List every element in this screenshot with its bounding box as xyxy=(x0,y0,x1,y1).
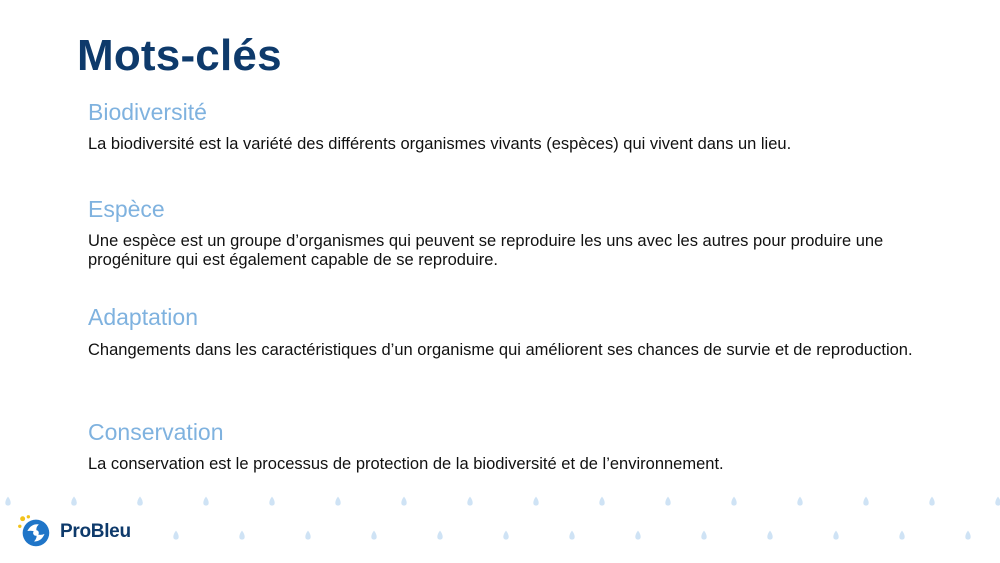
droplet-icon xyxy=(335,497,340,506)
droplet-pattern-decoration xyxy=(0,488,1000,558)
droplet-icon xyxy=(203,497,208,506)
droplet-icon xyxy=(701,531,706,540)
droplet-icon xyxy=(731,497,736,506)
droplet-icon xyxy=(533,497,538,506)
droplet-icon xyxy=(665,497,670,506)
droplet-icon xyxy=(401,497,406,506)
droplet-icon xyxy=(137,497,142,506)
term-conservation-heading: Conservation xyxy=(88,419,224,445)
droplet-icon xyxy=(371,531,376,540)
droplet-icon xyxy=(71,497,76,506)
term-espece-heading: Espèce xyxy=(88,196,165,222)
droplet-icon xyxy=(599,497,604,506)
droplet-icon xyxy=(305,531,310,540)
droplet-icon xyxy=(239,531,244,540)
term-conservation-definition: La conservation est le processus de protection de la biodiversité et de l’environnement. xyxy=(88,455,724,473)
term-adaptation-heading: Adaptation xyxy=(88,304,198,330)
droplet-icon xyxy=(863,497,868,506)
slide-title: Mots-clés xyxy=(77,31,282,80)
probleu-logo-icon xyxy=(16,513,54,551)
droplet-icon xyxy=(899,531,904,540)
droplet-icon xyxy=(173,531,178,540)
droplet-icon xyxy=(797,497,802,506)
droplet-icon xyxy=(5,497,10,506)
droplet-icon xyxy=(569,531,574,540)
probleu-logo xyxy=(16,512,131,552)
droplet-icon xyxy=(467,497,472,506)
term-adaptation-definition: Changements dans les caractéristiques d’un organisme qui améliorent ses chances de survie et de reproduction. xyxy=(88,341,913,359)
droplet-icon xyxy=(635,531,640,540)
term-espece-definition: Une espèce est un groupe d’organismes qui peuvent se reproduire les uns avec les autres pour produire une progéniture qui est également capable de se reproduire. xyxy=(88,232,884,269)
droplet-icon xyxy=(503,531,508,540)
probleu-logo-text: ProBleu xyxy=(60,521,131,542)
droplet-icon xyxy=(995,497,1000,506)
droplet-icon xyxy=(929,497,934,506)
term-biodiversite-heading: Biodiversité xyxy=(88,99,207,125)
droplet-icon xyxy=(269,497,274,506)
droplet-icon xyxy=(965,531,970,540)
droplet-icon xyxy=(767,531,772,540)
droplet-icon xyxy=(833,531,838,540)
droplet-icon xyxy=(437,531,442,540)
term-biodiversite-definition: La biodiversité est la variété des différents organismes vivants (espèces) qui vivent dans un lieu. xyxy=(88,135,792,153)
